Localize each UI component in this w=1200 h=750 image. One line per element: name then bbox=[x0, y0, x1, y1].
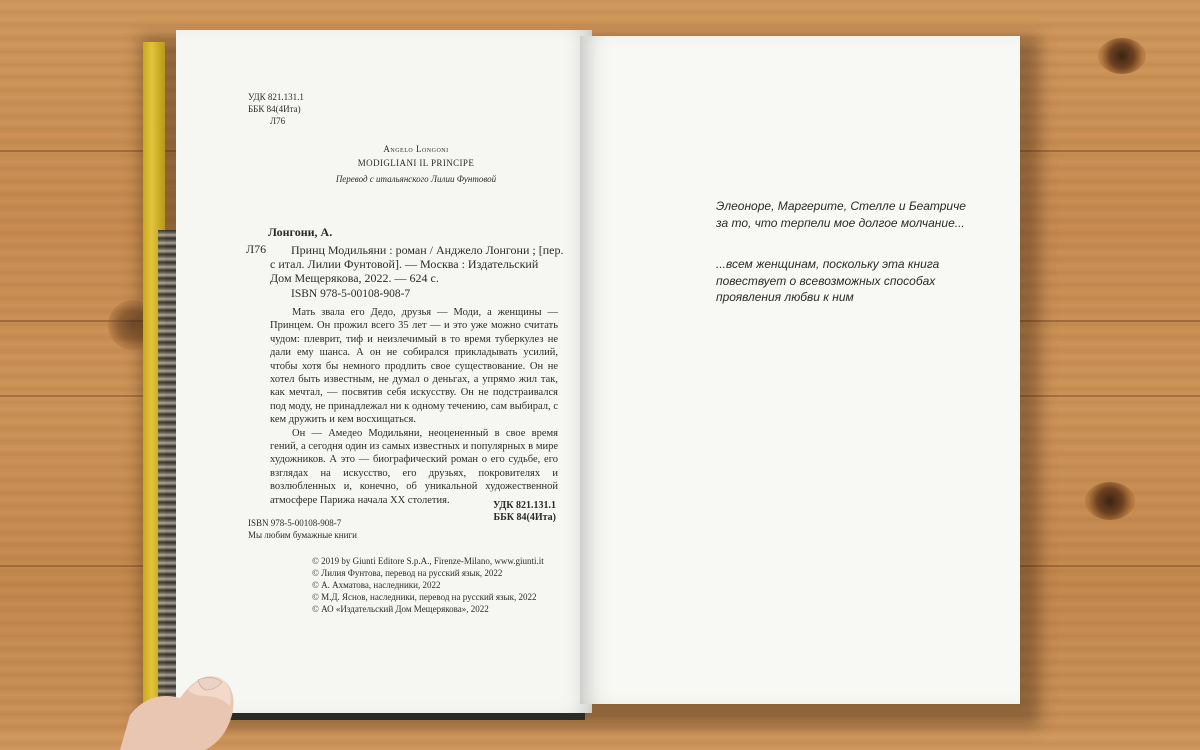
dedication-2 bbox=[716, 256, 939, 306]
isbn-main: ISBN 978-5-00108-908-7 bbox=[291, 288, 411, 300]
dedication-line: повествует о всевозможных способах bbox=[716, 273, 936, 288]
biblio-line: с итал. Лилии Фунтовой]. — Москва : Издательский bbox=[270, 257, 539, 271]
copyright-line: © 2019 by Giunti Editore S.p.A., Firenze-Milano, www.giunti.it bbox=[312, 556, 544, 566]
right-page bbox=[580, 36, 1020, 704]
bbk-bottom: ББК 84(4Ита) bbox=[493, 512, 556, 523]
original-title: MODIGLIANI IL PRINCIPE bbox=[357, 158, 475, 168]
dedication-line: за то, что терпели мое долгое молчание... bbox=[716, 215, 965, 230]
dedication-line: проявления любви к ним bbox=[716, 290, 854, 304]
dedication-line: Элеоноре, Маргерите, Стелле и Беатриче bbox=[716, 199, 966, 213]
slogan: Мы любим бумажные книги bbox=[248, 530, 357, 540]
bbk-top: ББК 84(4Ита) bbox=[248, 104, 301, 114]
thumb-holding-book bbox=[120, 660, 250, 750]
cutter-top: Л76 bbox=[270, 116, 286, 126]
copyright-line: © Лилия Фунтова, перевод на русский язык, 2022 bbox=[312, 568, 503, 578]
copyright-line: © М.Д. Яснов, наследники, перевод на русский язык, 2022 bbox=[312, 592, 537, 602]
dedication-1 bbox=[716, 198, 966, 231]
copyright-line: © АО «Издательский Дом Мещерякова», 2022 bbox=[312, 604, 489, 614]
copyright-line: © А. Ахматова, наследники, 2022 bbox=[312, 580, 441, 590]
udk-bottom: УДК 821.131.1 bbox=[493, 500, 556, 511]
wood-knot bbox=[1085, 482, 1135, 520]
original-author: Angelo Longoni bbox=[383, 144, 449, 154]
udk-top: УДК 821.131.1 bbox=[248, 92, 304, 102]
isbn-bottom: ISBN 978-5-00108-908-7 bbox=[248, 518, 342, 528]
author-heading: Лонгони, А. bbox=[268, 225, 333, 239]
dedication-line: ...всем женщинам, поскольку эта книга bbox=[716, 257, 940, 271]
biblio-line: Принц Модильяни : роман / Анджело Лонгони ; [пер. bbox=[291, 243, 564, 257]
annotation bbox=[270, 306, 558, 507]
cutter-left: Л76 bbox=[246, 242, 267, 256]
annotation-paragraph: Он — Амедео Модильяни, неоцененный в свое время гений, а сегодня один из самых известных и популярных в мире художников. А это — биографический роман о его судьбе, его взглядах на искусство, его друзьях, покровителях и возлюбленных и, конечно, об уникальной художественной атмосфере Парижа начала XX столетия. bbox=[270, 427, 558, 506]
annotation-paragraph: Мать звала его Дедо, друзья — Моди, а женщины — Принцем. Он прожил всего 35 лет — и это уже можно считать чудом: плеврит, тиф и неизлечимый в то время туберкулез не дали ему шанса. А он не собирался прикладывать усилий, чтобы хотя бы немного продлить свое существование. Он не хотел быть известным, не думал о деньгах, а упрямо жил так, как мечтал, — посвятив себя искусству. Он не подстраивался под моду, не принадлежал ни к одному течению, сам выбирал, с кем дружить и кем восхищаться. bbox=[270, 307, 558, 426]
translation-note: Перевод с итальянского Лилии Фунтовой bbox=[335, 174, 497, 184]
wood-knot bbox=[1098, 38, 1146, 74]
biblio-line: Дом Мещерякова, 2022. — 624 с. bbox=[270, 271, 439, 285]
left-page bbox=[176, 30, 592, 713]
